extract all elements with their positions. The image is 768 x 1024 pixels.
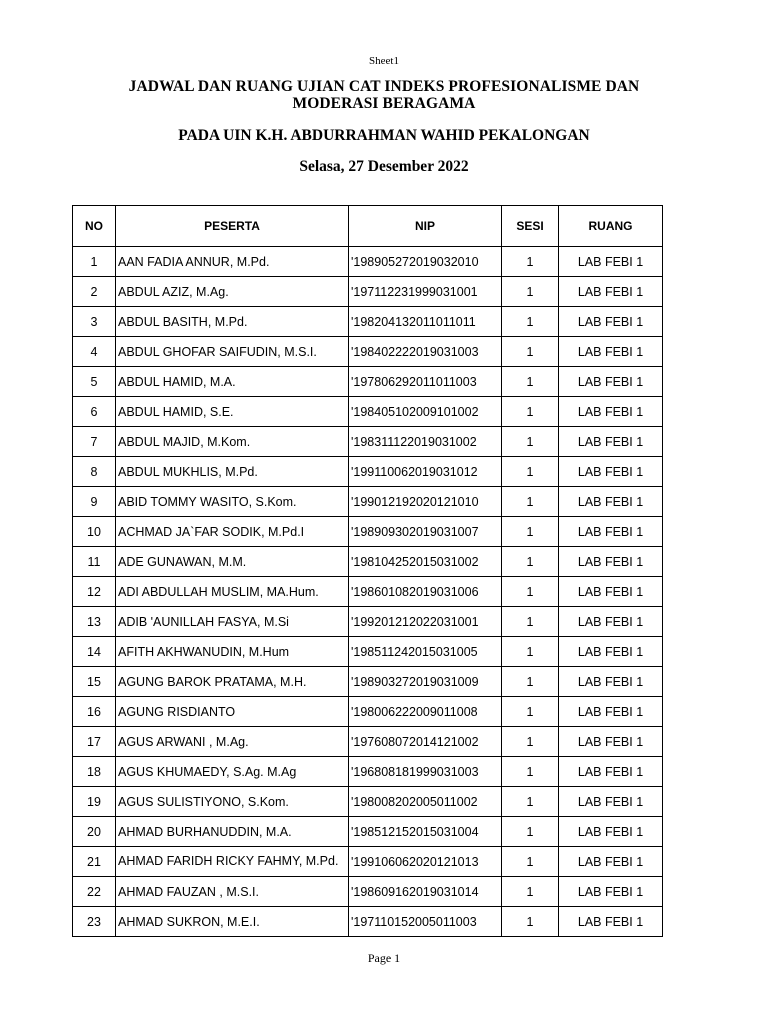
- cell-ruang: LAB FEBI 1: [559, 397, 663, 427]
- cell-nip: '198512152015031004: [349, 817, 502, 847]
- cell-peserta: ABDUL AZIZ, M.Ag.: [116, 277, 349, 307]
- cell-nip: '198511242015031005: [349, 637, 502, 667]
- cell-no: 3: [73, 307, 116, 337]
- cell-nip: '197806292011011003: [349, 367, 502, 397]
- table-row: [73, 517, 663, 547]
- cell-no: 11: [73, 547, 116, 577]
- cell-ruang: LAB FEBI 1: [559, 817, 663, 847]
- cell-sesi: 1: [502, 427, 559, 457]
- cell-nip: '199012192020121010: [349, 487, 502, 517]
- table-body: [73, 247, 663, 937]
- cell-peserta: AGUS KHUMAEDY, S.Ag. M.Ag: [116, 757, 349, 787]
- cell-nip: '199110062019031012: [349, 457, 502, 487]
- cell-sesi: 1: [502, 337, 559, 367]
- cell-peserta: ABID TOMMY WASITO, S.Kom.: [116, 487, 349, 517]
- cell-peserta: AGUNG BAROK PRATAMA, M.H.: [116, 667, 349, 697]
- cell-peserta: AGUNG RISDIANTO: [116, 697, 349, 727]
- cell-no: 4: [73, 337, 116, 367]
- table-row: [73, 727, 663, 757]
- cell-peserta: ABDUL GHOFAR SAIFUDIN, M.S.I.: [116, 337, 349, 367]
- table-row: [73, 577, 663, 607]
- cell-peserta: AGUS SULISTIYONO, S.Kom.: [116, 787, 349, 817]
- cell-sesi: 1: [502, 517, 559, 547]
- cell-nip: '197112231999031001: [349, 277, 502, 307]
- cell-ruang: LAB FEBI 1: [559, 367, 663, 397]
- cell-no: 17: [73, 727, 116, 757]
- header-sesi: SESI: [502, 206, 559, 247]
- cell-ruang: LAB FEBI 1: [559, 547, 663, 577]
- cell-ruang: LAB FEBI 1: [559, 877, 663, 907]
- cell-sesi: 1: [502, 877, 559, 907]
- cell-ruang: LAB FEBI 1: [559, 277, 663, 307]
- cell-peserta: ABDUL BASITH, M.Pd.: [116, 307, 349, 337]
- cell-sesi: 1: [502, 727, 559, 757]
- exam-date: Selasa, 27 Desember 2022: [299, 158, 469, 175]
- cell-peserta: ABDUL HAMID, S.E.: [116, 397, 349, 427]
- cell-ruang: LAB FEBI 1: [559, 787, 663, 817]
- document-title: [60, 78, 708, 112]
- institution-subtitle: PADA UIN K.H. ABDURRAHMAN WAHID PEKALONGAN: [178, 127, 590, 144]
- cell-peserta: ACHMAD JA`FAR SODIK, M.Pd.I: [116, 517, 349, 547]
- cell-sesi: 1: [502, 637, 559, 667]
- header-ruang: RUANG: [559, 206, 663, 247]
- cell-peserta: AHMAD SUKRON, M.E.I.: [116, 907, 349, 937]
- cell-sesi: 1: [502, 607, 559, 637]
- cell-sesi: 1: [502, 457, 559, 487]
- table-row: [73, 637, 663, 667]
- cell-ruang: LAB FEBI 1: [559, 757, 663, 787]
- cell-ruang: LAB FEBI 1: [559, 607, 663, 637]
- cell-no: 8: [73, 457, 116, 487]
- cell-nip: '198905272019032010: [349, 247, 502, 277]
- table-row: [73, 817, 663, 847]
- cell-ruang: LAB FEBI 1: [559, 727, 663, 757]
- table-row: [73, 487, 663, 517]
- cell-sesi: 1: [502, 787, 559, 817]
- cell-ruang: LAB FEBI 1: [559, 457, 663, 487]
- cell-no: 20: [73, 817, 116, 847]
- table-row: [73, 667, 663, 697]
- cell-nip: '196808181999031003: [349, 757, 502, 787]
- cell-ruang: LAB FEBI 1: [559, 247, 663, 277]
- cell-nip: '198008202005011002: [349, 787, 502, 817]
- cell-ruang: LAB FEBI 1: [559, 337, 663, 367]
- cell-no: 1: [73, 247, 116, 277]
- cell-ruang: LAB FEBI 1: [559, 907, 663, 937]
- cell-sesi: 1: [502, 547, 559, 577]
- cell-sesi: 1: [502, 247, 559, 277]
- cell-peserta: AGUS ARWANI , M.Ag.: [116, 727, 349, 757]
- cell-peserta: AHMAD FARIDH RICKY FAHMY, M.Pd.: [116, 847, 349, 877]
- table-row: [73, 847, 663, 877]
- cell-no: 23: [73, 907, 116, 937]
- cell-nip: '198909302019031007: [349, 517, 502, 547]
- cell-ruang: LAB FEBI 1: [559, 517, 663, 547]
- table-row: [73, 367, 663, 397]
- cell-sesi: 1: [502, 757, 559, 787]
- sheet-label: Sheet1: [369, 55, 399, 67]
- cell-peserta: AHMAD BURHANUDDIN, M.A.: [116, 817, 349, 847]
- table-row: [73, 247, 663, 277]
- cell-nip: '198609162019031014: [349, 877, 502, 907]
- table-row: [73, 697, 663, 727]
- cell-ruang: LAB FEBI 1: [559, 307, 663, 337]
- table-row: [73, 397, 663, 427]
- cell-no: 14: [73, 637, 116, 667]
- cell-no: 22: [73, 877, 116, 907]
- cell-no: 9: [73, 487, 116, 517]
- cell-sesi: 1: [502, 277, 559, 307]
- cell-no: 18: [73, 757, 116, 787]
- table-row: [73, 307, 663, 337]
- cell-nip: '199201212022031001: [349, 607, 502, 637]
- cell-no: 19: [73, 787, 116, 817]
- header-nip: NIP: [349, 206, 502, 247]
- table-row: [73, 457, 663, 487]
- cell-nip: '198903272019031009: [349, 667, 502, 697]
- cell-nip: '197608072014121002: [349, 727, 502, 757]
- cell-sesi: 1: [502, 397, 559, 427]
- header-no: NO: [73, 206, 116, 247]
- cell-peserta: AHMAD FAUZAN , M.S.I.: [116, 877, 349, 907]
- cell-nip: '198311122019031002: [349, 427, 502, 457]
- cell-ruang: LAB FEBI 1: [559, 427, 663, 457]
- cell-nip: '198405102009101002: [349, 397, 502, 427]
- cell-no: 16: [73, 697, 116, 727]
- cell-no: 10: [73, 517, 116, 547]
- table-row: [73, 547, 663, 577]
- cell-no: 6: [73, 397, 116, 427]
- cell-no: 12: [73, 577, 116, 607]
- cell-no: 7: [73, 427, 116, 457]
- cell-sesi: 1: [502, 847, 559, 877]
- cell-no: 21: [73, 847, 116, 877]
- cell-peserta: ABDUL HAMID, M.A.: [116, 367, 349, 397]
- cell-nip: '197110152005011003: [349, 907, 502, 937]
- cell-nip: '199106062020121013: [349, 847, 502, 877]
- cell-peserta: AFITH AKHWANUDIN, M.Hum: [116, 637, 349, 667]
- cell-peserta: AAN FADIA ANNUR, M.Pd.: [116, 247, 349, 277]
- cell-sesi: 1: [502, 667, 559, 697]
- cell-ruang: LAB FEBI 1: [559, 667, 663, 697]
- cell-ruang: LAB FEBI 1: [559, 697, 663, 727]
- table-row: [73, 907, 663, 937]
- cell-no: 13: [73, 607, 116, 637]
- cell-sesi: 1: [502, 367, 559, 397]
- cell-ruang: LAB FEBI 1: [559, 487, 663, 517]
- cell-ruang: LAB FEBI 1: [559, 637, 663, 667]
- header-peserta: PESERTA: [116, 206, 349, 247]
- cell-nip: '198204132011011011: [349, 307, 502, 337]
- table-row: [73, 607, 663, 637]
- title-line-2: MODERASI BERAGAMA: [292, 95, 476, 112]
- cell-peserta: ABDUL MAJID, M.Kom.: [116, 427, 349, 457]
- cell-sesi: 1: [502, 577, 559, 607]
- table-row: [73, 877, 663, 907]
- cell-ruang: LAB FEBI 1: [559, 847, 663, 877]
- cell-sesi: 1: [502, 487, 559, 517]
- table-row: [73, 277, 663, 307]
- cell-peserta: ABDUL MUKHLIS, M.Pd.: [116, 457, 349, 487]
- cell-nip: '198601082019031006: [349, 577, 502, 607]
- cell-sesi: 1: [502, 817, 559, 847]
- cell-ruang: LAB FEBI 1: [559, 577, 663, 607]
- cell-nip: '198006222009011008: [349, 697, 502, 727]
- cell-sesi: 1: [502, 697, 559, 727]
- cell-sesi: 1: [502, 307, 559, 337]
- cell-sesi: 1: [502, 907, 559, 937]
- table-row: [73, 337, 663, 367]
- table-row: [73, 757, 663, 787]
- cell-nip: '198104252015031002: [349, 547, 502, 577]
- cell-no: 2: [73, 277, 116, 307]
- cell-peserta: ADI ABDULLAH MUSLIM, MA.Hum.: [116, 577, 349, 607]
- table-row: [73, 787, 663, 817]
- table-header-row: [73, 206, 663, 247]
- title-line-1: JADWAL DAN RUANG UJIAN CAT INDEKS PROFESIONALISME DAN: [128, 78, 640, 95]
- schedule-table: [72, 205, 663, 937]
- cell-no: 5: [73, 367, 116, 397]
- cell-no: 15: [73, 667, 116, 697]
- cell-nip: '198402222019031003: [349, 337, 502, 367]
- page-footer: Page 1: [367, 951, 401, 965]
- table-row: [73, 427, 663, 457]
- cell-peserta: ADE GUNAWAN, M.M.: [116, 547, 349, 577]
- cell-peserta: ADIB 'AUNILLAH FASYA, M.Si: [116, 607, 349, 637]
